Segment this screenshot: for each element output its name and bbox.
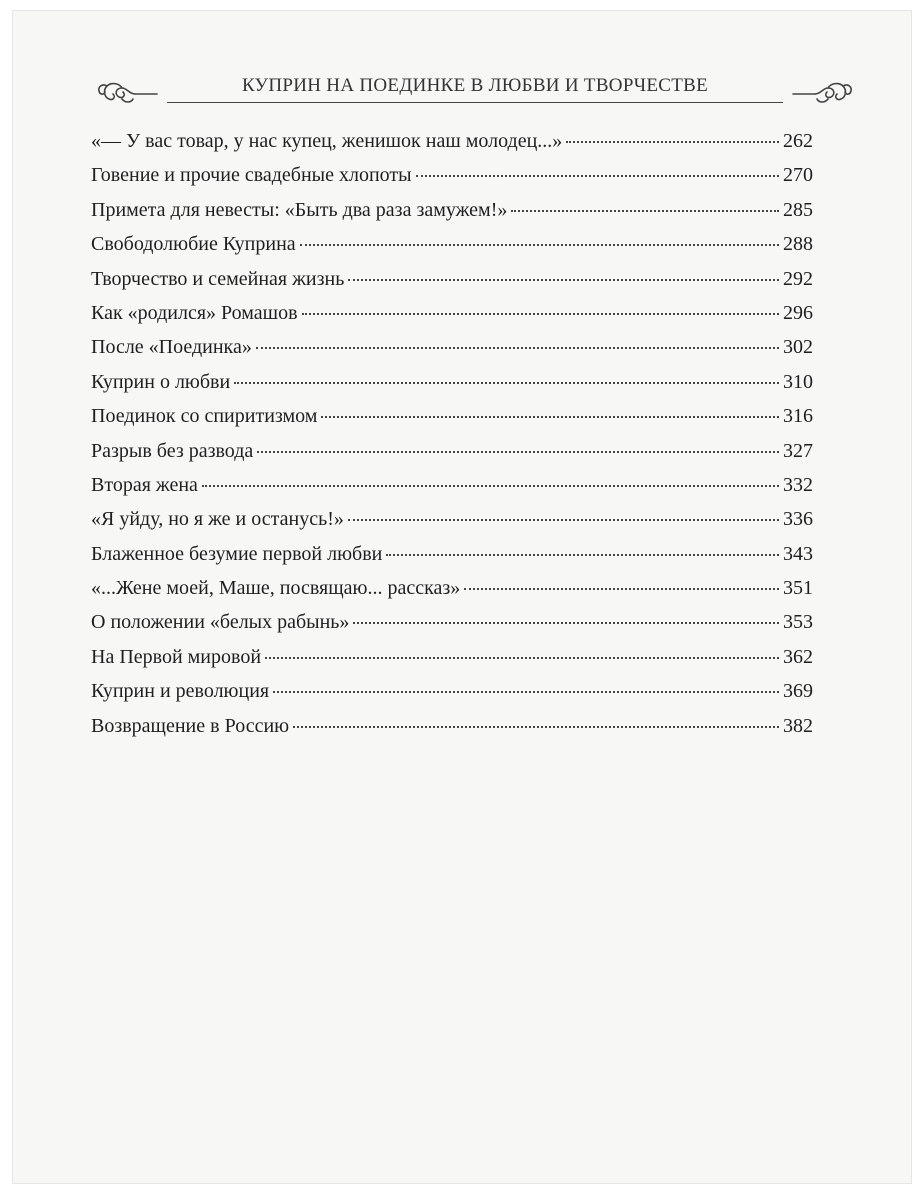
toc-entry-title: «...Жене моей, Маше, посвящаю... рассказ» bbox=[91, 577, 461, 600]
toc-entry-title: Вторая жена bbox=[91, 473, 198, 496]
toc-entry-title: О положении «белых рабынь» bbox=[91, 611, 350, 634]
toc-dot-leader bbox=[300, 244, 779, 246]
toc-entry-page: 285 bbox=[783, 198, 813, 221]
toc-entry bbox=[91, 367, 813, 401]
toc-entry bbox=[91, 642, 813, 676]
toc-entry-title: Куприн и революция bbox=[91, 680, 270, 703]
toc-entry-page: 327 bbox=[783, 439, 813, 462]
toc-entry-page: 262 bbox=[783, 130, 813, 152]
toc-entry bbox=[91, 160, 813, 194]
toc-entry bbox=[91, 126, 813, 160]
toc-entry-title: Куприн о любви bbox=[91, 370, 231, 393]
toc-entry bbox=[91, 607, 813, 641]
toc-entry-page: 382 bbox=[783, 714, 813, 737]
toc-entry-title: Разрыв без развода bbox=[91, 439, 254, 462]
toc-entry bbox=[91, 401, 813, 435]
toc-entry-title: Творчество и семейная жизнь bbox=[91, 267, 345, 290]
scroll-ornament-icon bbox=[791, 79, 855, 107]
header-rule bbox=[167, 102, 783, 103]
toc-entry bbox=[91, 539, 813, 573]
toc-dot-leader bbox=[464, 588, 779, 590]
toc-entry-title: Говение и прочие свадебные хлопоты bbox=[91, 164, 412, 187]
running-header-title: КУПРИН НА ПОЕДИНКЕ В ЛЮБВИ И ТВОРЧЕСТВЕ bbox=[241, 75, 709, 96]
toc-entry-page: 351 bbox=[783, 577, 813, 600]
toc-entry bbox=[91, 332, 813, 366]
toc-entry-title: После «Поединка» bbox=[91, 336, 252, 359]
toc-entry-title: Возвращение в Россию bbox=[91, 714, 290, 737]
toc-entry bbox=[91, 436, 813, 470]
toc-entry-page: 343 bbox=[783, 542, 813, 565]
toc-entry bbox=[91, 711, 813, 745]
toc-entry-page: 292 bbox=[783, 267, 813, 290]
toc-dot-leader bbox=[321, 416, 779, 418]
toc-entry-title: «Я уйду, но я же и останусь!» bbox=[91, 508, 344, 531]
scroll-ornament-icon bbox=[95, 79, 159, 107]
toc-entry-title: Блаженное безумие первой любви bbox=[91, 542, 383, 565]
toc-dot-leader bbox=[566, 141, 779, 143]
toc-dot-leader bbox=[293, 726, 779, 728]
toc-dot-leader bbox=[302, 313, 779, 315]
toc-entry-page: 353 bbox=[783, 611, 813, 634]
toc-dot-leader bbox=[273, 691, 779, 693]
toc-entry-title: Примета для невесты: «Быть два раза замужем!» bbox=[91, 198, 508, 221]
toc-entry bbox=[91, 298, 813, 332]
toc-dot-leader bbox=[202, 485, 779, 487]
toc-entry bbox=[91, 573, 813, 607]
toc-entry-title: Как «родился» Ромашов bbox=[91, 301, 298, 324]
toc-dot-leader bbox=[416, 175, 779, 177]
toc-entry bbox=[91, 504, 813, 538]
toc-entry-page: 302 bbox=[783, 336, 813, 359]
toc-entry bbox=[91, 264, 813, 298]
toc-entry-title: Свободолюбие Куприна bbox=[91, 233, 296, 256]
toc-dot-leader bbox=[348, 279, 779, 281]
toc-dot-leader bbox=[348, 519, 779, 521]
toc-entry-page: 362 bbox=[783, 645, 813, 668]
toc-entry bbox=[91, 195, 813, 229]
toc-entry-title: На Первой мировой bbox=[91, 645, 262, 668]
toc-dot-leader bbox=[256, 347, 779, 349]
toc-entry bbox=[91, 676, 813, 710]
toc-entry-page: 332 bbox=[783, 473, 813, 496]
toc-entry bbox=[91, 229, 813, 263]
toc-dot-leader bbox=[353, 622, 779, 624]
toc-entry-page: 316 bbox=[783, 405, 813, 428]
toc-entry-page: 336 bbox=[783, 508, 813, 531]
toc-entry-page: 310 bbox=[783, 370, 813, 393]
toc-entry-page: 296 bbox=[783, 301, 813, 324]
toc-entry-title: Поединок со спиритизмом bbox=[91, 405, 318, 428]
toc-dot-leader bbox=[265, 657, 779, 659]
table-of-contents bbox=[91, 126, 813, 745]
toc-dot-leader bbox=[234, 382, 779, 384]
toc-entry-page: 270 bbox=[783, 164, 813, 187]
running-header bbox=[95, 75, 855, 115]
toc-dot-leader bbox=[386, 554, 779, 556]
book-page bbox=[12, 10, 912, 1184]
toc-entry-title: «— У вас товар, у нас купец, женишок наш молодец...» bbox=[91, 130, 563, 152]
toc-entry-page: 369 bbox=[783, 680, 813, 703]
toc-entry bbox=[91, 470, 813, 504]
toc-dot-leader bbox=[257, 451, 779, 453]
toc-entry-page: 288 bbox=[783, 233, 813, 256]
toc-dot-leader bbox=[511, 210, 779, 212]
